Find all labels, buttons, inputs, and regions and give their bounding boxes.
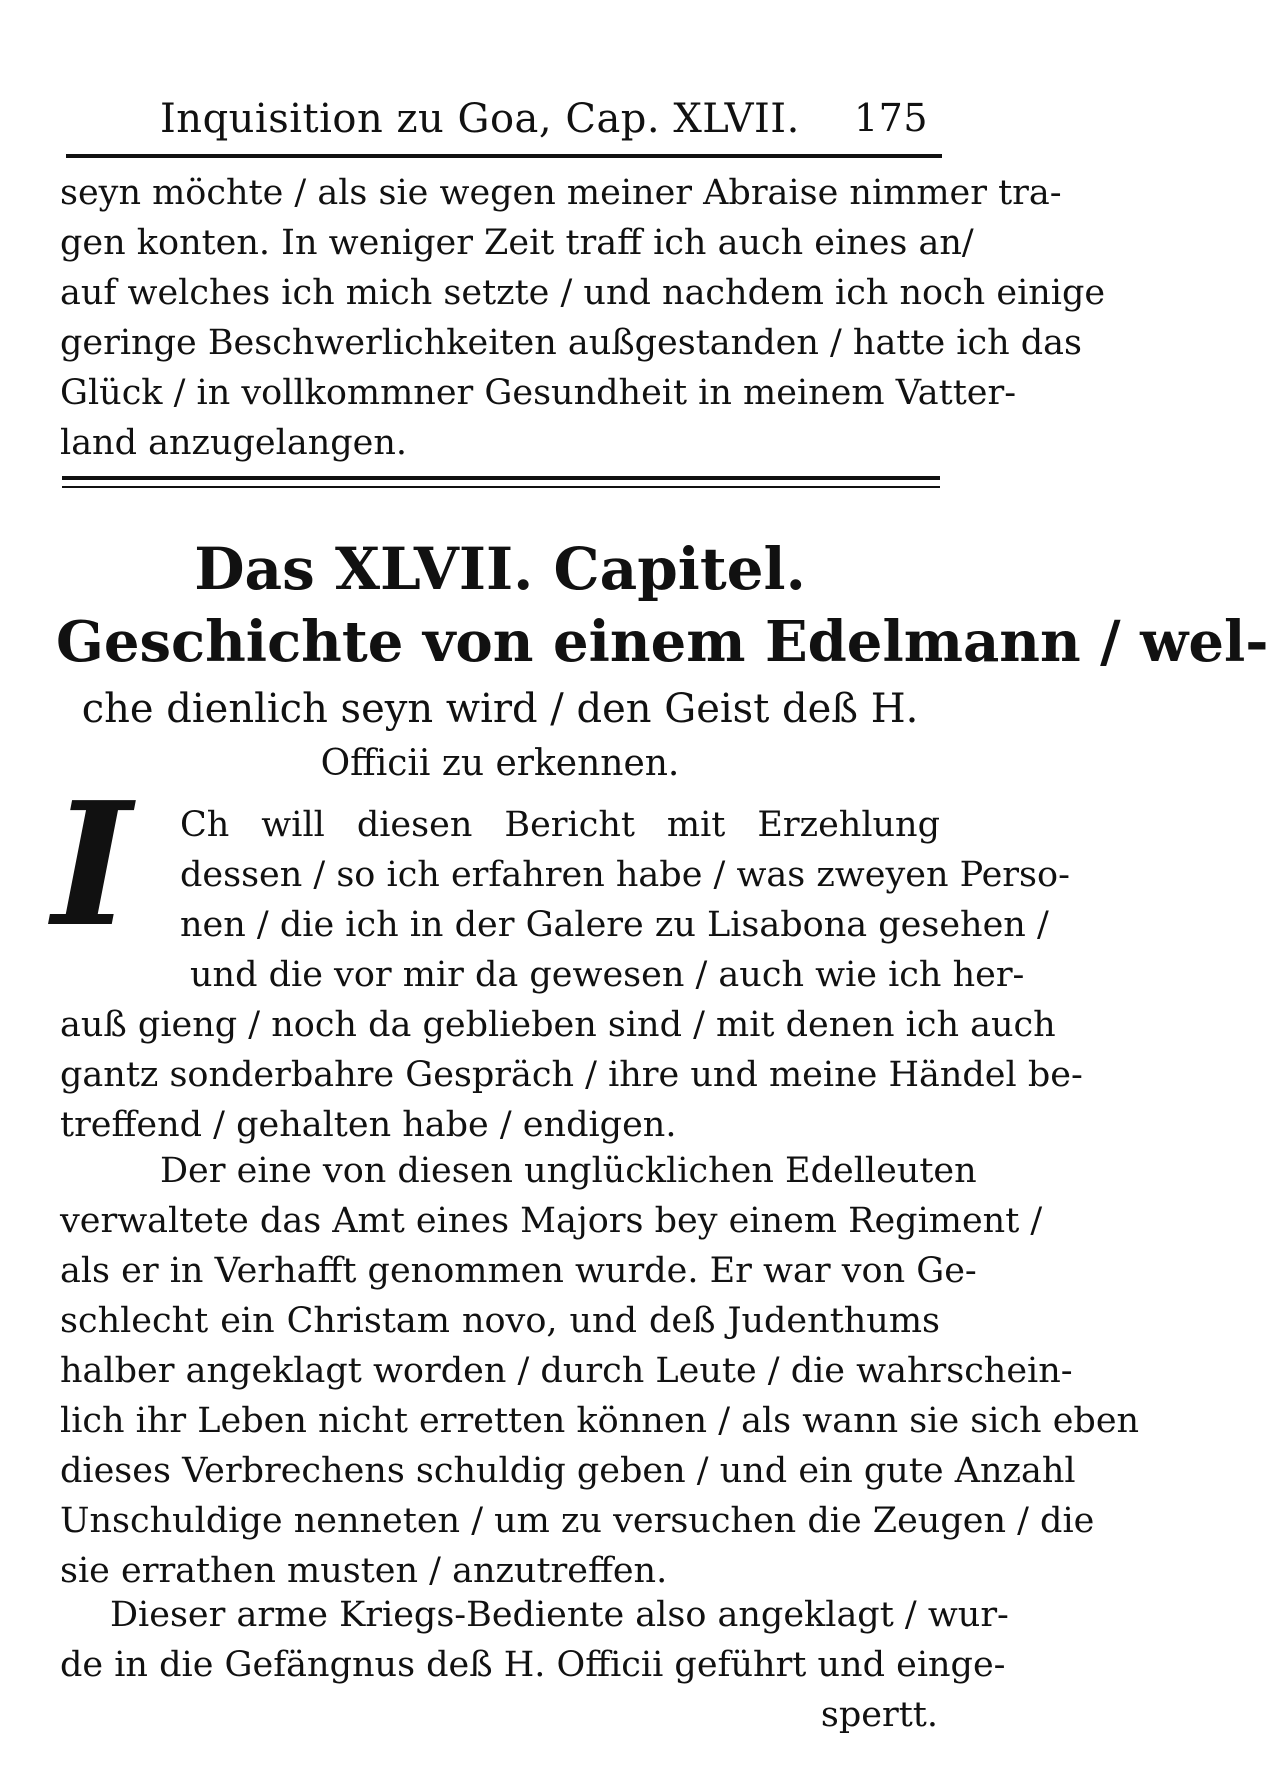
text-line: verwaltete das Amt eines Majors bey einem Regiment / [60,1201,1043,1241]
text-line: gantz sonderbahre Gespräch / ihre und meine Händel be- [60,1055,1083,1095]
text-line: nen / die ich in der Galere zu Lisabona gesehen / [180,905,1049,945]
paragraph-prisoner [60,1590,1009,1690]
text-line: dessen / so ich erfahren habe / was zweyen Perso- [180,855,1070,895]
text-line: de in die Gefängnus deß H. Officii geführt und einge- [60,1645,1006,1685]
paragraph-opening [60,800,1083,1150]
paragraph-closing-previous-chapter [60,168,1106,468]
text-line: dieses Verbrechens schuldig geben / und ein gute Anzahl [60,1451,1076,1491]
chapter-subtitle [56,604,1268,790]
text-line: auf welches ich mich setzte / und nachdem ich noch einige [60,273,1106,313]
text-line: Dieser arme Kriegs-Bediente also angeklagt / wur- [110,1595,1009,1635]
chapter-subtitle-line: Geschichte von einem Edelmann / wel- [56,609,1268,675]
chapter-subtitle-line: Officii zu erkennen. [320,743,680,784]
header-rule [66,154,942,158]
text-line: schlecht ein Christam novo, und deß Judenthums [60,1301,940,1341]
text-line: land anzugelangen. [60,423,408,463]
chapter-title: Das XLVII. Capitel. [194,535,806,603]
text-line: und die vor mir da gewesen / auch wie ich her- [190,955,1025,995]
drop-cap-initial: I [52,765,132,965]
text-line: geringe Beschwerlichkeiten außgestanden / hatte ich das [60,323,1082,363]
text-line: lich ihr Leben nicht erretten können / als wann sie sich eben [60,1401,1140,1441]
running-head [160,96,940,142]
text-line: treffend / gehalten habe / endigen. [60,1105,677,1145]
text-line: auß gieng / noch da geblieben sind / mit denen ich auch [60,1005,1056,1045]
text-line: halber angeklagt worden / durch Leute / die wahrschein- [60,1351,1073,1391]
chapter-subtitle-line: che dienlich seyn wird / den Geist deß H. [81,686,919,732]
text-line: seyn möchte / als sie wegen meiner Abraise nimmer tra- [60,173,1062,213]
catchword: spertt. [820,1695,938,1735]
text-line: Der eine von diesen unglücklichen Edelleuten [160,1151,977,1191]
paragraph-major [60,1146,1140,1596]
text-line: sie errathen musten / anzutreffen. [60,1551,668,1591]
text-line: Glück / in vollkommner Gesundheit in meinem Vatter- [60,373,1017,413]
text-line: gen konten. In weniger Zeit traff ich auch eines an/ [60,223,974,263]
text-line: Unschuldige nenneten / um zu versuchen die Zeugen / die [60,1501,1095,1541]
running-title: Inquisition zu Goa, Cap. XLVII. [160,96,800,142]
text-line: Ch will diesen Bericht mit Erzehlung [180,805,940,845]
page-number: 175 [853,96,928,140]
text-line: als er in Verhafft genommen wurde. Er war von Ge- [60,1251,977,1291]
section-divider-thin [62,486,940,488]
section-divider-thick [62,476,940,480]
